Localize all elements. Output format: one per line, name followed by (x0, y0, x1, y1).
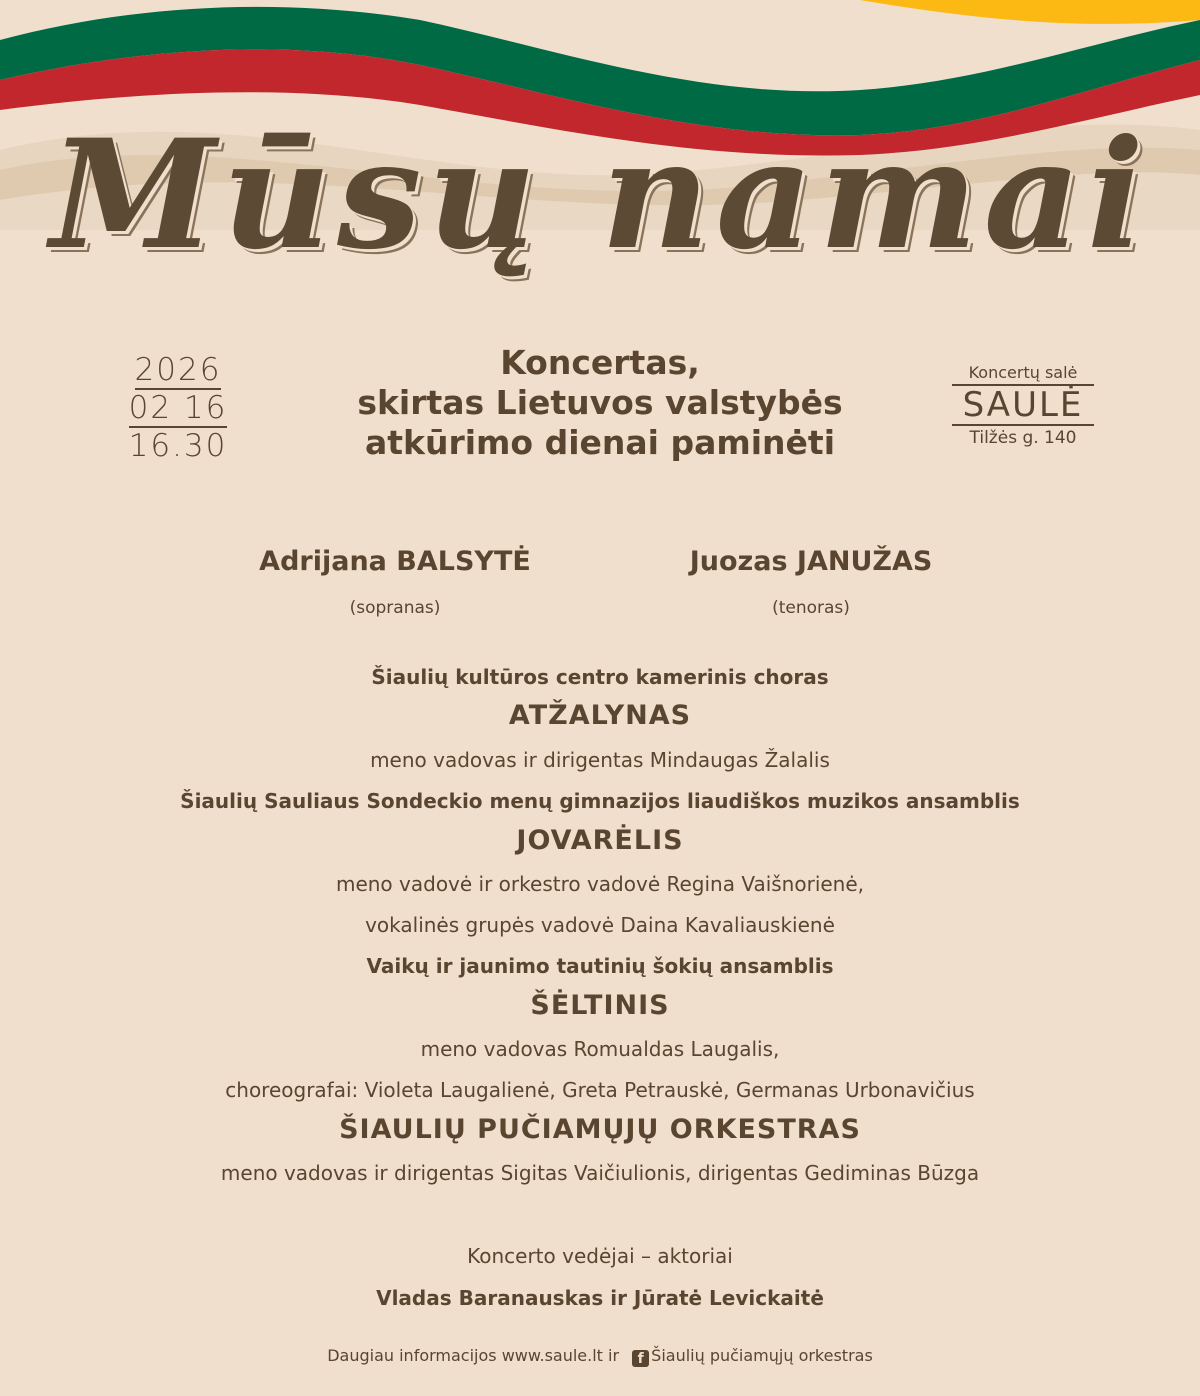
soloist-name: Juozas JANUŽAS (689, 546, 933, 577)
soloist-tenor (601, 544, 1021, 620)
flag-yellow-stripe (300, 0, 1200, 24)
venue-label: Koncertų salė (968, 363, 1078, 382)
choir-leader: meno vadovas ir dirigentas Mindaugas Žalalis (370, 748, 830, 772)
soloist-role: (tenoras) (772, 598, 850, 618)
event-date-time (128, 352, 228, 464)
footer-facebook-page[interactable]: Šiaulių pučiamųjų orkestras (651, 1346, 873, 1365)
folk-ensemble-leader-1: meno vadovė ir orkestro vadovė Regina Vaišnorienė, (335, 872, 865, 896)
folk-ensemble-leader-2: vokalinės grupės vadovė Daina Kavaliauskienė (365, 913, 835, 937)
hosts-names: Vladas Baranauskas ir Jūratė Levickaitė (376, 1286, 824, 1310)
folk-ensemble-name: JOVARĖLIS (516, 825, 684, 856)
soloist-role: (sopranas) (349, 598, 441, 618)
footer-text: Daugiau informacijos www.saule.lt ir (327, 1346, 620, 1365)
dance-ensemble-leader-1: meno vadovas Romualdas Laugalis, (420, 1037, 780, 1061)
venue-block (948, 362, 1098, 450)
headline-line-2: skirtas Lietuvos valstybės (357, 383, 843, 422)
event-year: 2026 (134, 352, 222, 388)
soloist-name: Adrijana BALSYTĖ (259, 546, 531, 577)
facebook-icon: f (632, 1350, 649, 1367)
choir-intro: Šiaulių kultūros centro kamerinis choras (371, 665, 829, 689)
venue-name: SAULĖ (952, 384, 1094, 426)
dance-ensemble-leader-2: choreografai: Violeta Laugalienė, Greta Petrauskė, Germanas Urbonavičius (225, 1078, 975, 1102)
folk-ensemble-intro: Šiaulių Sauliaus Sondeckio menų gimnazijos liaudiškos muzikos ansamblis (180, 789, 1020, 813)
event-day: 02 16 (128, 390, 228, 426)
orchestra-leader: meno vadovas ir dirigentas Sigitas Vaičiulionis, dirigentas Gediminas Būzga (220, 1161, 980, 1185)
choir-name: ATŽALYNAS (508, 700, 692, 731)
concert-headline (300, 343, 900, 463)
orchestra-name: ŠIAULIŲ PUČIAMŲJŲ ORKESTRAS (339, 1114, 861, 1145)
headline-line-1: Koncertas, (500, 343, 700, 382)
soloist-soprano (185, 544, 605, 620)
event-time: 16.30 (128, 428, 228, 464)
headline-line-3: atkūrimo dienai paminėti (364, 423, 836, 462)
footer-info (0, 1346, 1200, 1367)
dance-ensemble-name: ŠĖLTINIS (530, 990, 670, 1021)
dance-ensemble-intro: Vaikų ir jaunimo tautinių šokių ansamblis (366, 954, 834, 978)
hosts-intro: Koncerto vedėjai – aktoriai (467, 1244, 733, 1268)
venue-address: Tilžės g. 140 (969, 428, 1077, 448)
poster-title: Mūsų namai (50, 107, 1150, 283)
